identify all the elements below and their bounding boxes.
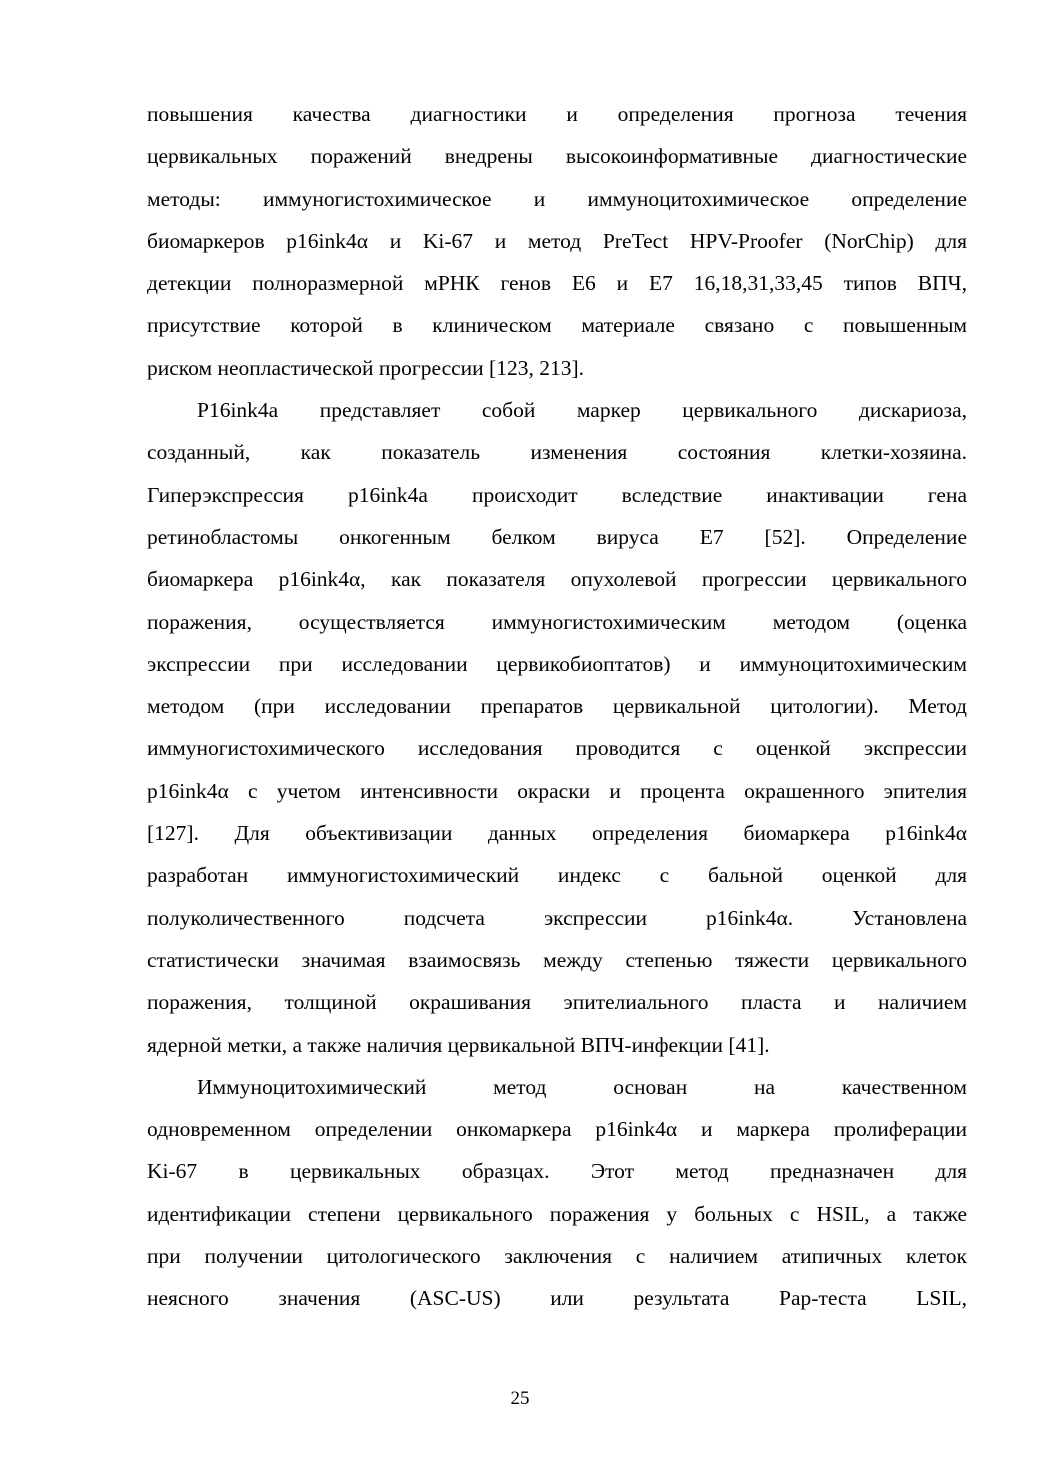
paragraph: [147, 93, 967, 389]
text-line: поражения, осуществляется иммуногистохимическим методом (оценка: [147, 609, 967, 634]
text-line: биомаркеров p16ink4α и Ki-67 и метод PreTect HPV-Proofer (NorChip) для: [147, 228, 967, 253]
paragraph: [147, 389, 967, 1066]
text-line: идентификации степени цервикального поражения у больных с HSIL, а также: [147, 1201, 967, 1226]
text-line: детекции полноразмерной мРНК генов E6 и E7 16,18,31,33,45 типов ВПЧ,: [147, 271, 967, 296]
text-line: Гиперэкспрессия p16ink4a происходит вследствие инактивации гена: [147, 482, 967, 507]
text-line: ядерной метки, а также наличия цервикальной ВПЧ-инфекции [41].: [147, 1032, 770, 1057]
text-line: полуколичественного подсчета экспрессии p16ink4α. Установлена: [147, 905, 967, 930]
text-line: P16ink4a представляет собой маркер цервикального дискариоза,: [197, 398, 967, 423]
text-line: p16ink4α с учетом интенсивности окраски и процента окрашенного эпителия: [147, 778, 967, 803]
page-number: 25: [510, 1388, 530, 1409]
text-line: статистически значимая взаимосвязь между степенью тяжести цервикального: [147, 947, 967, 972]
paragraph: [147, 1066, 967, 1320]
text-line: одновременном определении онкомаркера p16ink4α и маркера пролиферации: [147, 1117, 967, 1142]
text-line: методы: иммуногистохимическое и иммуноцитохимическое определение: [147, 186, 967, 211]
text-line: ретинобластомы онкогенным белком вируса E7 [52]. Определение: [147, 524, 967, 549]
document-body: [147, 93, 967, 1320]
text-line: поражения, толщиной окрашивания эпителиального пласта и наличием: [147, 990, 967, 1015]
text-line: иммуногистохимического исследования проводится с оценкой экспрессии: [147, 736, 967, 761]
text-line: риском неопластической прогрессии [123, 213].: [147, 355, 584, 380]
text-line: Ki-67 в цервикальных образцах. Этот метод предназначен для: [147, 1159, 967, 1184]
text-line: созданный, как показатель изменения состояния клетки-хозяина.: [147, 440, 967, 465]
text-line: разработан иммуногистохимический индекс с бальной оценкой для: [147, 863, 967, 888]
text-line: цервикальных поражений внедрены высокоинформативные диагностические: [147, 144, 967, 169]
text-line: экспрессии при исследовании цервикобиоптатов) и иммуноцитохимическим: [147, 651, 967, 676]
text-line: при получении цитологического заключения с наличием атипичных клеток: [147, 1244, 967, 1269]
text-line: биомаркера p16ink4α, как показателя опухолевой прогрессии цервикального: [147, 567, 967, 592]
text-line: Иммуноцитохимический метод основан на качественном: [197, 1074, 967, 1099]
text-line: присутствие которой в клиническом материале связано с повышенным: [147, 313, 967, 338]
text-line: повышения качества диагностики и определения прогноза течения: [147, 102, 967, 126]
text-line: неясного значения (ASC-US) или результата Pap-теста LSIL,: [147, 1286, 967, 1311]
text-line: [127]. Для объективизации данных определения биомаркера p16ink4α: [147, 821, 967, 846]
text-line: методом (при исследовании препаратов цервикальной цитологии). Метод: [147, 694, 967, 719]
